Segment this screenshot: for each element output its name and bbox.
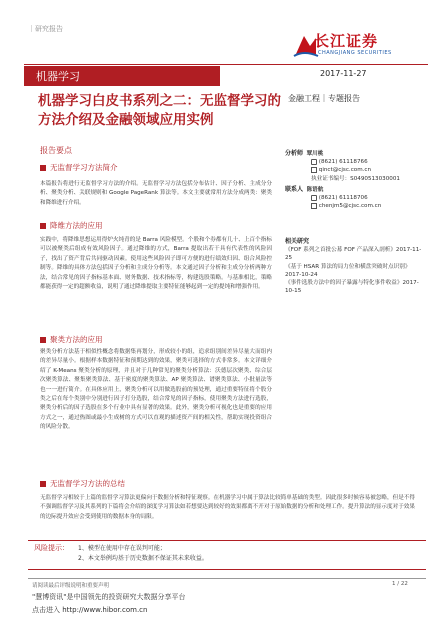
risk-item-1: 1、模型在使用中存在误判可能； [78,545,166,552]
category-label: 机器学习 [36,70,80,83]
conclusion-heading: 无监督学习方法的总结 [40,478,270,490]
section-2-heading: 降维方法的应用 [40,220,270,232]
report-category: 金融工程｜专题报告 [288,94,360,103]
analyst-label: 分析师 [285,150,304,157]
logo-name-en: CHANGJIANG SECURITIES [318,50,392,56]
analyst-phone-1: (8621) 61118766 [318,159,368,166]
email-icon [311,203,317,209]
section-3-heading: 聚类方法的应用 [40,334,270,346]
section-1-heading: 无监督学习方法简介 [40,162,270,174]
summary-heading: 报告要点 [40,146,72,155]
section-3-body: 聚类分析方法基于相似性概念将数据集再划分，形成较小的组，追求组别间差异尽量大而组内的差异尽量小。根据样本数据特征和预期达到的效果，聚类可选择的方式非常多。本文详细介绍了 K-Means 聚类分析的原理，并且对于几种常见的聚类分析算法：沃德层次聚类、综合层次聚类算法、聚集聚类算法、基于密度的聚类算法、AP 聚类算法、谱聚类算法、小批量法等也一一进行简介。在具体应用上，聚类分析可以用做选股前的预处理，通过重要特征将个股分类之后在每个类别中分别进行因子打分选股，结合常见的因子指标，使用聚类方法进行选股，聚类分析后的因子选股在多个行业中具有显著的效果。此外，聚类分析可视化也是重要的应用方式之一，通过热图或最小生成树的方式可以直观的描述资产间的相关性，帮助实现投资组合的风险分散。 [40,349,272,431]
related-heading: 相关研究 [285,238,310,245]
analyst-license-1: 执业证书编号：S0490513030001 [311,175,400,182]
contact-phone: (8621) 61118706 [318,195,368,202]
footer-brand: "慧博资讯"是中国领先的投资研究大数据分享平台 [32,593,186,601]
bullet-square-icon [40,165,46,171]
report-date: 2017-11-27 [320,69,367,78]
report-type-label: ｜研究报告 [28,25,63,33]
page-number: 1 / 22 [392,581,408,587]
email-icon [311,167,317,173]
contact-name: 陈语航 [306,186,324,193]
related-item-2[interactable]: 《基于 HSAR 算法的局力位和横盘突破时点识别》2017-10-24 [285,263,411,278]
analyst-block [285,150,400,210]
phone-icon [311,159,317,165]
bullet-square-icon [40,337,46,343]
section-2-body: 实践中，将降维思想运用得炉火纯青的是 Barra 风险模型。个股和个券都有几十、上百个指标可以被聚类后组成有效风险因子。通过降维的方式，Barra 提取出若干具有代表性的风险因子，找出了资产背后共同驱动因素。使用这些风险因子即可方便的进行绩效归因、组合风险控制等。降维的具体方法包括因子分析和主成分分析等。本文通过因子分析和主成分分析两种方法，结合常见的因子指标基本面、财务数据、技术指标等，构建选股策略。与基准相比，策略都能获得一定的超额收益，说明了通过降维提取主要特征能够起到一定的提纯和增强作用。 [40,237,272,291]
related-research [285,238,425,295]
related-item-1[interactable]: 《FOF 系列之首批公募 FOF 产品深入剖析》2017-11-25 [285,247,422,262]
footer-rule [28,578,426,579]
analyst-name-1: 覃川桃 [306,151,324,157]
risk-item-2: 2、本文举例均基于历史数据不保证其未来收益。 [78,555,208,562]
section-1-body: 本篇报告将进行无监督学习方法的介绍。无监督学习方法包括分布估计、因子分析、主成分分析、聚类分析、关联规则和 Google PageRank 算法等。本文主要就常用方法分成两类：聚类和降维进行介绍。 [40,181,272,206]
bullet-square-icon [40,481,46,487]
footer-disclaimer: 请阅读最后评级说明和重要声明 [32,583,110,589]
contact-label: 联系人 [285,185,304,193]
contact-email[interactable]: chenjm5@cjsc.com.cn [318,203,382,210]
bullet-square-icon [40,223,46,229]
footer-link[interactable]: 点击进入 http://www.hibor.com.cn [32,606,148,614]
related-item-3[interactable]: 《事件选股方法中的因子暴露与特化事件收益》2017-10-15 [285,280,419,295]
risk-title: 风险提示： [34,544,69,552]
analyst-email-1[interactable]: qinct@cjsc.com.cn [318,167,372,174]
logo-name-cn: 长江证券 [314,32,379,50]
conclusion-body: 无监督学习相较于上篇的监督学习算法更偏向于数据分析和特征观察。在机器学习中属于算法比较简单基础的类型。因此很多时候容易被忽略，但是不得不强调监督学习及其系列的下篇将会介绍的深度学习算法如若想要达到较好的效果都离不开对于原始数据的分析和处理工作。提升算法的显示度对于效果的边际提升效应会受到使用的数据本身的局限。 [40,495,415,520]
report-title: 机器学习白皮书系列之二：无监督学习的方法介绍及金融领域应用实例 [38,93,281,128]
header-rule [24,64,428,65]
phone-icon [311,195,317,201]
